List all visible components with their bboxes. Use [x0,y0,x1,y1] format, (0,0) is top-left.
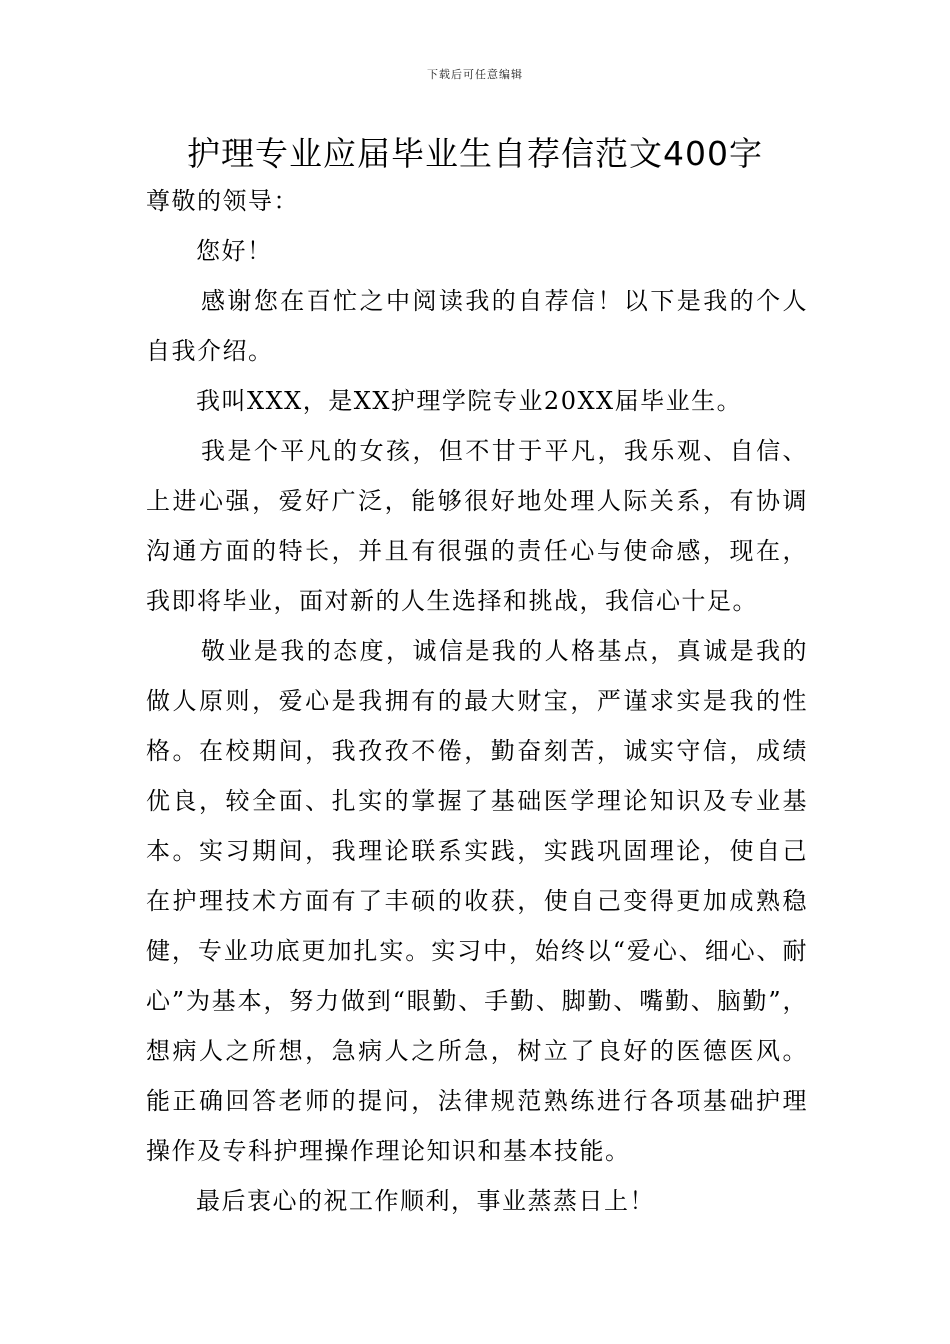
greeting: 您好！ [196,237,273,265]
document-title: 护理专业应届毕业生自荐信范文400字 [187,134,763,173]
paragraph-attitude: 敬业是我的态度，诚信是我的人格基点，真诚是我的做人原则，爱心是我拥有的最大财宝，严谨求实是我的性格。在校期间，我孜孜不倦，勤奋刻苦，诚实守信，成绩优良，较全面、扎实的掌握了基础医学理论知识及专业基本。实习期间，我理论联系实践，实践巩固理论，使自己在护理技术方面有了丰硕的收获，使自己变得更加成熟稳健，专业功底更加扎实。实习中，始终以“爱心、细心、耐心”为基本，努力做到“眼勤、手勤、脚勤、嘴勤、脑勤”，想病人之所想，急病人之所急，树立了良好的医德医风。能正确回答老师的提问，法律规范熟练进行各项基础护理操作及专科护理操作理论知识和基本技能。 [146,637,808,1165]
salutation: 尊敬的领导： [146,187,299,215]
paragraph-closing: 最后衷心的祝工作顺利，事业蒸蒸日上！ [196,1187,655,1215]
paragraph-intro: 感谢您在百忙之中阅读我的自荐信！以下是我的个人自我介绍。 [146,287,808,365]
paragraph-personality: 我是个平凡的女孩，但不甘于平凡，我乐观、自信、上进心强，爱好广泛，能够很好地处理人际关系，有协调沟通方面的特长，并且有很强的责任心与使命感，现在，我即将毕业，面对新的人生选择和挑战，我信心十足。 [146,437,808,615]
letter-body [146,176,808,1226]
paragraph-name: 我叫XXX，是XX护理学院专业20XX届毕业生。 [196,387,743,415]
page-header-note: 下载后可任意编辑 [427,68,523,81]
